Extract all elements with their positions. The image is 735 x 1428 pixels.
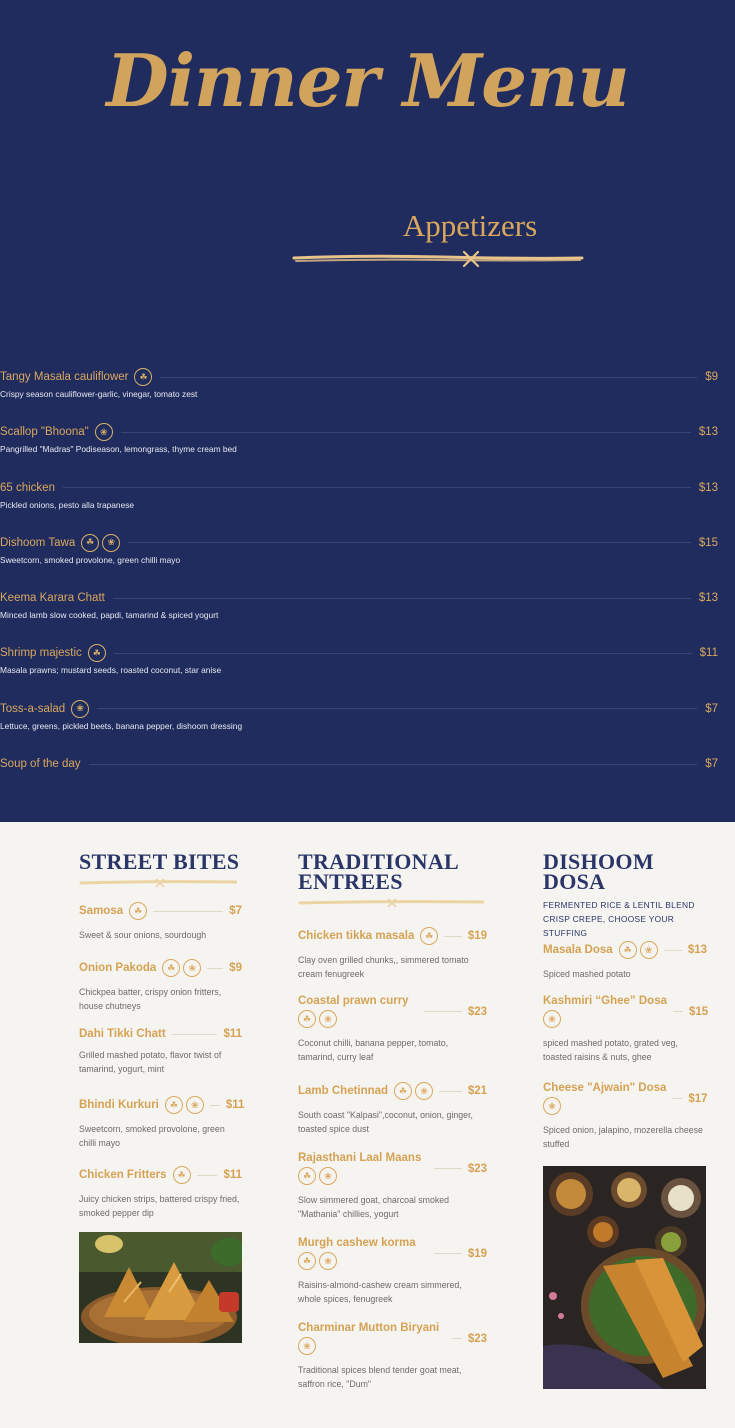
menu-item-price: $23 xyxy=(467,1162,487,1175)
dietary-icons xyxy=(543,1010,561,1028)
menu-item-name: Coastal prawn curry xyxy=(298,995,409,1007)
menu-item-heading xyxy=(543,995,667,1028)
menu-item-price: $19 xyxy=(467,1247,487,1260)
menu-item-heading xyxy=(79,1096,204,1114)
appetizer-price: $11 xyxy=(699,647,718,660)
vegan-icon: ☘ xyxy=(298,1010,316,1028)
street-bites-title: STREET BITES xyxy=(79,849,240,874)
menu-item xyxy=(298,1237,487,1306)
dietary-icons xyxy=(394,1082,433,1100)
spicy-icon: ❀ xyxy=(95,423,113,441)
leader-line xyxy=(172,1034,218,1035)
appetizer-row xyxy=(0,477,718,499)
menu-item-description: Spiced mashed potato xyxy=(543,969,631,979)
appetizer-name: Keema Karara Chatt xyxy=(0,592,105,605)
spicy-icon: ❀ xyxy=(186,1096,204,1114)
menu-item-description: Coconut chilli, banana pepper, tomato, tamarind, curry leaf xyxy=(298,1038,449,1062)
appetizer-price: $15 xyxy=(698,536,718,549)
menu-item-heading xyxy=(298,1322,446,1355)
leader-line xyxy=(128,542,691,543)
appetizer-row xyxy=(0,421,718,443)
leader-line xyxy=(113,598,691,599)
spicy-icon: ❀ xyxy=(415,1082,433,1100)
leader-line xyxy=(97,708,697,709)
leader-line xyxy=(439,1091,462,1092)
dietary-icons xyxy=(298,1337,316,1355)
brush-divider-icon xyxy=(298,898,484,908)
appetizer-description: Minced lamb slow cooked, papdi, tamarind & spiced yogurt xyxy=(0,610,219,621)
menu-item-description: Sweet & sour onions, sourdough xyxy=(79,930,207,940)
menu-item-price: $17 xyxy=(688,1092,708,1105)
menu-item-name: Dahi Tikki Chatt xyxy=(79,1028,166,1040)
menu-item-price: $11 xyxy=(223,1028,242,1040)
appetizer-price: $13 xyxy=(698,426,718,439)
dietary-icons xyxy=(165,1096,204,1114)
leader-line xyxy=(89,764,698,765)
menu-item-heading xyxy=(298,995,418,1028)
appetizer-name: Toss-a-salad xyxy=(0,702,66,715)
menu-item-price: $19 xyxy=(467,930,487,942)
menu-item-heading xyxy=(543,1082,666,1115)
dietary-icons xyxy=(173,1166,191,1184)
menu-item-price: $11 xyxy=(223,1169,242,1181)
menu-item xyxy=(298,995,487,1064)
spicy-icon: ❀ xyxy=(543,1010,561,1028)
menu-item xyxy=(298,1322,487,1391)
leader-line xyxy=(114,653,692,654)
menu-item-row xyxy=(79,1096,245,1114)
appetizer-price: $9 xyxy=(705,371,718,383)
menu-item-name: Charminar Mutton Biryani xyxy=(298,1322,440,1334)
vegan-icon: ☘ xyxy=(134,368,152,386)
vegan-icon: ☘ xyxy=(619,941,637,959)
brush-divider-icon xyxy=(292,250,584,270)
dishoom-dosa-column xyxy=(543,849,709,1149)
brush-divider-icon xyxy=(79,878,237,888)
menu-columns xyxy=(0,822,735,1428)
menu-item-name: Lamb Chetinnad xyxy=(298,1085,389,1097)
appetizer-description: Masala prawns; mustard seeds, roasted coconut, star anise xyxy=(0,665,222,676)
menu-item-description: South coast "Kalpasi",coconut, onion, ginger, toasted spice dust xyxy=(298,1110,473,1134)
menu-item-row xyxy=(298,995,487,1028)
leader-line xyxy=(444,936,461,937)
appetizer-item xyxy=(0,753,718,808)
menu-item-name: Masala Dosa xyxy=(543,944,613,956)
leader-line xyxy=(452,1338,462,1339)
vegan-icon: ☘ xyxy=(81,534,99,552)
leader-line xyxy=(434,1168,462,1169)
dietary-icons xyxy=(81,534,120,552)
appetizer-name: Tangy Masala cauliflower xyxy=(0,371,129,383)
appetizer-item xyxy=(0,698,718,753)
menu-item-heading xyxy=(543,941,658,959)
appetizer-price: $7 xyxy=(705,758,718,771)
menu-item-row xyxy=(543,995,707,1028)
spicy-icon: ❀ xyxy=(640,941,658,959)
samosa-photo xyxy=(79,1232,242,1343)
leader-line xyxy=(207,968,223,969)
appetizer-description: Pickled onions, pesto alla trapanese xyxy=(0,499,135,510)
dosa-subtitle-line1: FERMENTED RICE & LENTIL BLEND xyxy=(543,900,695,910)
appetizer-name: Soup of the day xyxy=(0,758,81,771)
vegan-icon: ☘ xyxy=(88,644,106,662)
appetizer-name: Shrimp majestic xyxy=(0,647,82,660)
menu-item-price: $11 xyxy=(225,1099,245,1111)
menu-item xyxy=(543,995,707,1064)
menu-item-row xyxy=(298,1322,487,1355)
appetizer-description: Sweetcorn, smoked provolone, green chilli mayo xyxy=(0,554,181,565)
menu-item-description: Sweetcorn, smoked provolone, green chilli mayo xyxy=(79,1124,225,1148)
spicy-icon: ❀ xyxy=(102,534,120,552)
menu-item-row xyxy=(79,1166,242,1184)
menu-item-description: Spiced onion, jalapino, mozerella cheese stuffed xyxy=(543,1125,703,1149)
leader-line xyxy=(434,1253,462,1254)
appetizer-item xyxy=(0,642,718,697)
menu-item-description: Clay oven grilled chunks,, simmered tomato cream fenugreek xyxy=(298,955,469,979)
dietary-icons xyxy=(95,423,113,441)
menu-item-name: Bhindi Kurkuri xyxy=(79,1099,159,1111)
spicy-icon: ❀ xyxy=(71,700,89,718)
appetizer-description: Lettuce, greens, pickled beets, banana pepper, dishoom dressing xyxy=(0,720,243,731)
appetizer-item xyxy=(0,477,718,532)
appetizer-row xyxy=(0,587,718,609)
entrees-title-line1: TRADITIONAL xyxy=(298,849,459,874)
entrees-title-line2: ENTREES xyxy=(298,869,403,894)
vegan-icon: ☘ xyxy=(173,1166,191,1184)
leader-line xyxy=(210,1105,220,1106)
menu-item-row xyxy=(298,1082,487,1100)
menu-item-name: Onion Pakoda xyxy=(79,962,157,974)
menu-item-description: Grilled mashed potato, flavor twist of tamarind, yogurt, mint xyxy=(79,1050,222,1074)
vegan-icon: ☘ xyxy=(129,902,147,920)
dietary-icons xyxy=(619,941,658,959)
menu-item-price: $15 xyxy=(688,1005,709,1018)
menu-item-heading xyxy=(79,902,147,920)
menu-item-heading xyxy=(79,1166,191,1184)
menu-item-heading xyxy=(298,1082,433,1100)
appetizer-row xyxy=(0,698,718,720)
appetizer-item xyxy=(0,421,718,476)
section-title: Appetizers xyxy=(402,208,538,243)
menu-item-heading xyxy=(79,959,201,977)
appetizer-price: $13 xyxy=(698,481,718,494)
menu-item xyxy=(543,941,707,981)
vegan-icon: ☘ xyxy=(298,1167,316,1185)
dietary-icons xyxy=(162,959,201,977)
leader-line xyxy=(672,1098,682,1099)
page-title: Dinner Menu xyxy=(106,38,629,123)
appetizer-list xyxy=(0,366,718,808)
leader-line xyxy=(424,1011,462,1012)
leader-line xyxy=(197,1175,218,1176)
appetizer-name: Scallop "Bhoona" xyxy=(0,426,89,439)
appetizer-item xyxy=(0,587,718,642)
menu-item-price: $23 xyxy=(467,1005,487,1018)
traditional-entrees-column xyxy=(298,849,487,1389)
dietary-icons xyxy=(134,368,152,386)
leader-line xyxy=(153,911,223,912)
leader-line xyxy=(664,950,682,951)
menu-item-name: Rajasthani Laal Maans xyxy=(298,1152,422,1164)
street-bites-column xyxy=(79,849,245,1218)
menu-item xyxy=(79,1166,242,1220)
dietary-icons xyxy=(298,1010,337,1028)
menu-item-name: Chicken tikka masala xyxy=(298,930,415,942)
menu-item-description: Raisins-almond-cashew cream simmered, whole spices, fenugreek xyxy=(298,1280,462,1304)
dosa-subtitle-line2: CRISP CREPE, CHOOSE YOUR STUFFING xyxy=(543,914,675,938)
dietary-icons xyxy=(420,927,438,945)
menu-item-name: Chicken Fritters xyxy=(79,1169,167,1181)
menu-item-row xyxy=(298,1152,487,1185)
leader-line xyxy=(121,432,691,433)
menu-item-name: Kashmiri “Ghee” Dosa xyxy=(543,995,667,1007)
menu-item-description: Slow simmered goat, charcoal smoked "Mathania" chillies, yogurt xyxy=(298,1195,450,1219)
menu-item-heading xyxy=(298,1152,428,1185)
menu-item-name: Samosa xyxy=(79,905,124,917)
vegan-icon: ☘ xyxy=(162,959,180,977)
appetizer-row xyxy=(0,366,718,388)
menu-item-heading xyxy=(298,927,438,945)
spicy-icon: ❀ xyxy=(319,1252,337,1270)
menu-item-row xyxy=(543,1082,707,1115)
leader-line xyxy=(160,377,697,378)
appetizer-price: $13 xyxy=(698,592,718,605)
spicy-icon: ❀ xyxy=(319,1167,337,1185)
menu-item-description: Juicy chicken strips, battered crispy fried, smoked pepper dip xyxy=(79,1194,240,1218)
menu-item-row xyxy=(79,1028,242,1040)
spicy-icon: ❀ xyxy=(183,959,201,977)
menu-item-row xyxy=(298,1237,487,1270)
menu-item-row xyxy=(79,959,242,977)
menu-item-description: spiced mashed potato, grated veg, toasted raisins & nuts, ghee xyxy=(543,1038,678,1062)
vegan-icon: ☘ xyxy=(298,1252,316,1270)
menu-item xyxy=(543,1082,707,1151)
appetizer-row xyxy=(0,753,718,775)
menu-item-name: Murgh cashew korma xyxy=(298,1237,416,1249)
menu-item-heading xyxy=(79,1028,166,1040)
appetizer-row xyxy=(0,532,718,554)
menu-item xyxy=(79,959,242,1013)
appetizer-name: Dishoom Tawa xyxy=(0,536,76,549)
menu-item-description: Chickpea batter, crispy onion fritters, house chutneys xyxy=(79,987,222,1011)
appetizer-item xyxy=(0,532,718,587)
dietary-icons xyxy=(543,1097,561,1115)
appetizer-row xyxy=(0,642,718,664)
vegan-icon: ☘ xyxy=(420,927,438,945)
spicy-icon: ❀ xyxy=(319,1010,337,1028)
dietary-icons xyxy=(129,902,147,920)
menu-item xyxy=(79,1096,245,1150)
menu-item-price: $13 xyxy=(687,944,707,956)
menu-item xyxy=(79,902,242,942)
leader-line xyxy=(63,487,691,488)
appetizers-heading xyxy=(292,208,584,270)
appetizer-price: $7 xyxy=(705,702,718,715)
menu-item-price: $23 xyxy=(467,1332,487,1345)
menu-item xyxy=(79,1028,242,1076)
menu-item-price: $9 xyxy=(229,962,242,974)
dietary-icons xyxy=(298,1252,337,1270)
dosa-title: DISHOOM DOSA xyxy=(543,849,654,894)
vegan-icon: ☘ xyxy=(165,1096,183,1114)
menu-item xyxy=(298,927,487,981)
dietary-icons xyxy=(298,1167,337,1185)
appetizer-description: Crispy season cauliflower-garlic, vinegar, tomato zest xyxy=(0,389,198,399)
spicy-icon: ❀ xyxy=(298,1337,316,1355)
menu-item-heading xyxy=(298,1237,428,1270)
menu-item-description: Traditional spices blend tender goat meat, saffron rice, "Dum" xyxy=(298,1365,462,1389)
appetizer-name: 65 chicken xyxy=(0,481,55,494)
menu-item-price: $7 xyxy=(229,905,242,917)
leader-line xyxy=(673,1011,683,1012)
menu-item-row xyxy=(298,927,487,945)
menu-item-name: Cheese "Ajwain" Dosa xyxy=(543,1082,667,1094)
dietary-icons xyxy=(88,644,106,662)
vegan-icon: ☘ xyxy=(394,1082,412,1100)
menu-item xyxy=(298,1152,487,1221)
appetizer-item xyxy=(0,366,718,421)
menu-item-price: $21 xyxy=(467,1085,487,1097)
appetizer-description: Pangrilled "Madras" Podiseason, lemongrass, thyme cream bed xyxy=(0,444,237,455)
menu-item-row xyxy=(79,902,242,920)
dosa-photo xyxy=(543,1166,706,1389)
menu-item-row xyxy=(543,941,707,959)
dietary-icons xyxy=(71,700,89,718)
menu-item xyxy=(298,1082,487,1136)
spicy-icon: ❀ xyxy=(543,1097,561,1115)
